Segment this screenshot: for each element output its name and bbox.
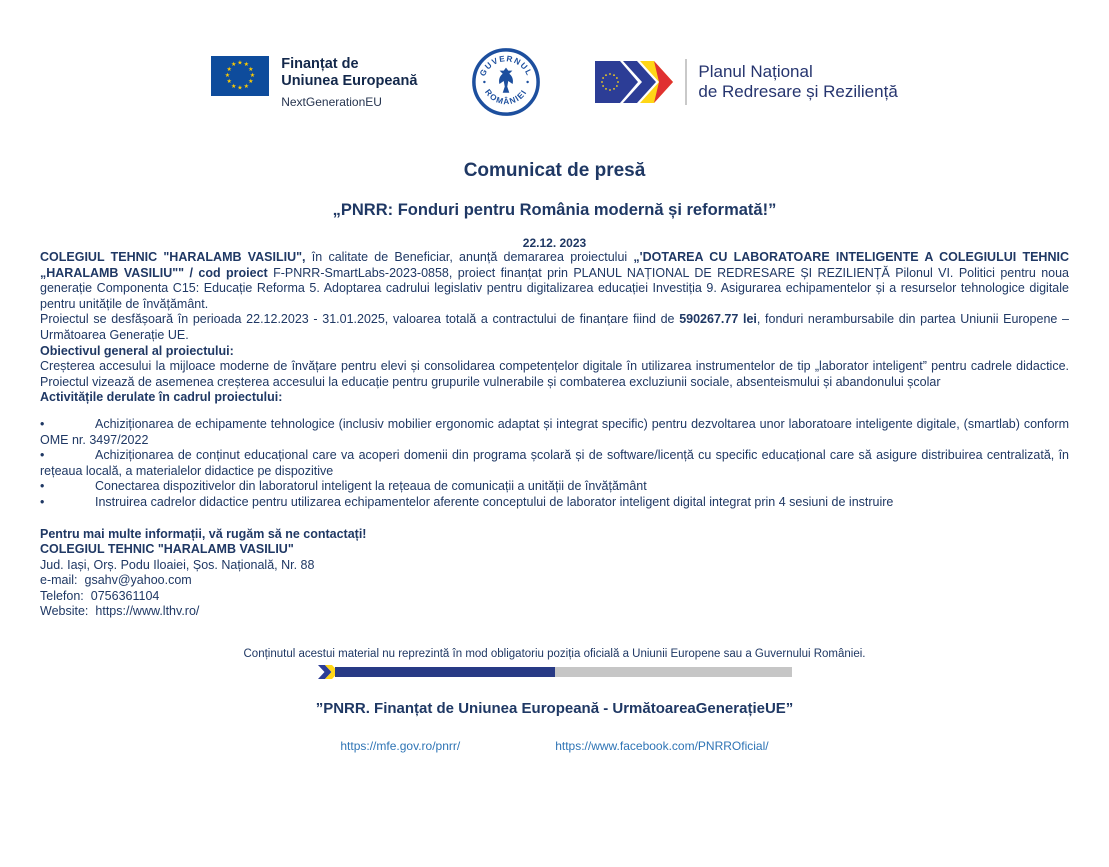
bullet-text: Conectarea dispozitivelor din laboratorul inteligent la rețeaua de comunicații a unității de învățământ: [95, 479, 647, 494]
svg-text:★: ★: [243, 83, 250, 90]
pnrr-arrows-icon: [595, 60, 677, 104]
activities-bullet-list: [40, 417, 1069, 511]
bullet-item: [40, 479, 1069, 495]
footer-bar-wrap: [0, 665, 1109, 679]
eu-flag-icon: [211, 56, 269, 96]
phone-label: Telefon:: [40, 588, 84, 603]
svg-text:★: ★: [225, 72, 231, 79]
phone-value: 0756361104: [90, 588, 160, 603]
beneficiary-name: COLEGIUL TEHNIC "HARALAMB VASILIU",: [40, 250, 306, 264]
svg-text:★: ★: [226, 66, 233, 73]
eu-logo-text: [281, 56, 417, 109]
svg-text:★: ★: [231, 61, 237, 68]
svg-text:★: ★: [237, 85, 243, 91]
eu-funding-logo: [211, 56, 417, 109]
eu-funding-line1: Finanțat de: [281, 55, 359, 72]
contact-website-line: [40, 604, 1069, 620]
svg-text:★: ★: [250, 72, 256, 79]
pnrr-logo-text: [698, 62, 897, 103]
svg-text:★: ★: [231, 83, 237, 90]
pnrr-logo-line1: Planul Național: [698, 61, 813, 81]
objective-heading: Obiectivul general al proiectului:: [40, 343, 234, 358]
bullet-marker: •: [40, 494, 45, 509]
bullet-item: [40, 417, 1069, 448]
page-subtitle: „PNRR: Fonduri pentru România modernă și reformată!”: [332, 201, 777, 219]
bullet-item: [40, 448, 1069, 479]
pnrr-logo: [595, 59, 897, 105]
footer-links: [0, 739, 1109, 753]
website-value: https://www.lthv.ro/: [95, 604, 200, 619]
contact-address: Jud. Iași, Orș. Podu Iloaiei, Șos. Națională, Nr. 88: [40, 557, 315, 572]
contract-value: 590267.77 lei: [679, 312, 757, 327]
link-pnrr-facebook[interactable]: https://www.facebook.com/PNRROficial/: [555, 739, 769, 754]
nextgeneu-label: NextGenerationEU: [281, 94, 382, 109]
contact-phone-line: [40, 589, 1069, 605]
p2-text-1: Proiectul se desfășoară în perioada 22.12.2023 - 31.01.2025, valoarea totală a contractului de finanțare fiind de: [40, 312, 680, 327]
svg-text:★: ★: [243, 61, 250, 68]
contact-email-line: [40, 573, 1069, 589]
svg-text:★: ★: [226, 78, 233, 85]
email-value: gsahv@yahoo.com: [84, 573, 192, 588]
pnrr-progress-bar-icon: [318, 665, 792, 679]
contact-intro: Pentru mai multe informații, vă rugăm să ne contactați!: [40, 526, 367, 541]
svg-text:★: ★: [248, 78, 254, 85]
p1-text-2: F-PNRR-SmartLabs-2023-0858, proiect finanțat prin PLANUL NAȚIONAL DE REDRESARE ȘI REZILIENȚĂ Pilonul VI. Politici pentru noua generație Componenta C15: Educație Reforma 5. Adoptarea cadrului legislativ pentru digitalizarea educației Investiția 9. Asigurarea echipamentelor și a resurselor tehnologice digitale pentru unitățile de învățământ.: [40, 265, 1070, 311]
gov-seal-top-text: GUVERNUL: [478, 54, 535, 78]
bullet-item: [40, 495, 1069, 511]
paragraph-project-announcement: [40, 250, 1069, 312]
footer-slogan: ”PNRR. Finanțat de Uniunea Europeană - UrmătoareaGenerațieUE”: [315, 700, 794, 718]
project-title: „'DOTAREA CU LABORATOARE INTELIGENTE A COLEGIULUI TEHNIC „HARALAMB VASILIU"" / cod proiect: [40, 250, 1069, 280]
paragraph-project-period: [40, 312, 1069, 343]
bullet-marker: •: [40, 479, 45, 494]
pnrr-logo-line2: de Redresare și Reziliență: [698, 82, 898, 101]
p1-text-1: în calitate de Beneficiar, anunță demararea proiectului: [305, 250, 634, 264]
bullet-text: Instruirea cadrelor didactice pentru utilizarea echipamentelor aferente conceptului de laborator inteligent digital integrat prin 4 sesiuni de instruire: [95, 494, 894, 509]
bullet-marker: •: [40, 448, 45, 463]
contact-org: COLEGIUL TEHNIC "HARALAMB VASILIU": [40, 542, 294, 557]
bullet-text: Achiziționarea de conținut educațional care va acoperi domenii din programa școlară și de software/licență cu specific educațional care să asigure distribuirea centralizată, în rețeaua locală, a materialelor didactice pe dispozitive: [40, 448, 1069, 478]
email-label: e-mail:: [40, 573, 78, 588]
romanian-government-seal-icon: [471, 47, 541, 117]
disclaimer-text: Conținutul acestui material nu reprezintă în mod obligatoriu poziția oficială a Uniunii Europene sau a Guvernului României.: [243, 648, 866, 661]
p2-text-2: , fonduri nerambursabile din partea Uniunii Europene – Următoarea Generație UE.: [40, 312, 1069, 342]
contact-section: [40, 527, 1069, 621]
website-label: Website:: [40, 604, 89, 619]
document-body: [0, 250, 1109, 620]
gov-seal-bottom-text: ROMÂNIEI: [483, 87, 530, 107]
press-date: 22.12. 2023: [522, 236, 587, 250]
pnrr-logo-divider: [685, 59, 687, 105]
svg-text:★: ★: [248, 66, 254, 73]
link-mfe-pnrr[interactable]: https://mfe.gov.ro/pnrr/: [340, 739, 461, 754]
eu-funding-line2: Uniunea Europeană: [281, 72, 418, 89]
header-logos: [0, 0, 1109, 118]
bullet-marker: •: [40, 416, 45, 431]
bullet-text: Achiziționarea de echipamente tehnologice (inclusiv mobilier ergonomic adaptat și integrat specific) pentru dezvoltarea unor laboratoare inteligente digitale, (smartlab) conform OME nr. 3497/2022: [40, 416, 1069, 447]
activities-heading: Activitățile derulate în cadrul proiectului:: [40, 390, 283, 405]
svg-text:★: ★: [237, 60, 243, 66]
page-title: Comunicat de presă: [463, 160, 646, 181]
objective-paragraph: Creșterea accesului la mijloace moderne de învățare pentru elevi și consolidarea competențelor digitale în utilizarea instrumentelor de tip „laborator inteligent” pentru cadrele didactice. Proiectul vizează de asemenea creșterea accesului la educație pentru grupurile vulnerabile și combaterea excluziunii sociale, absenteismului și abandonului școlar: [40, 359, 1069, 389]
